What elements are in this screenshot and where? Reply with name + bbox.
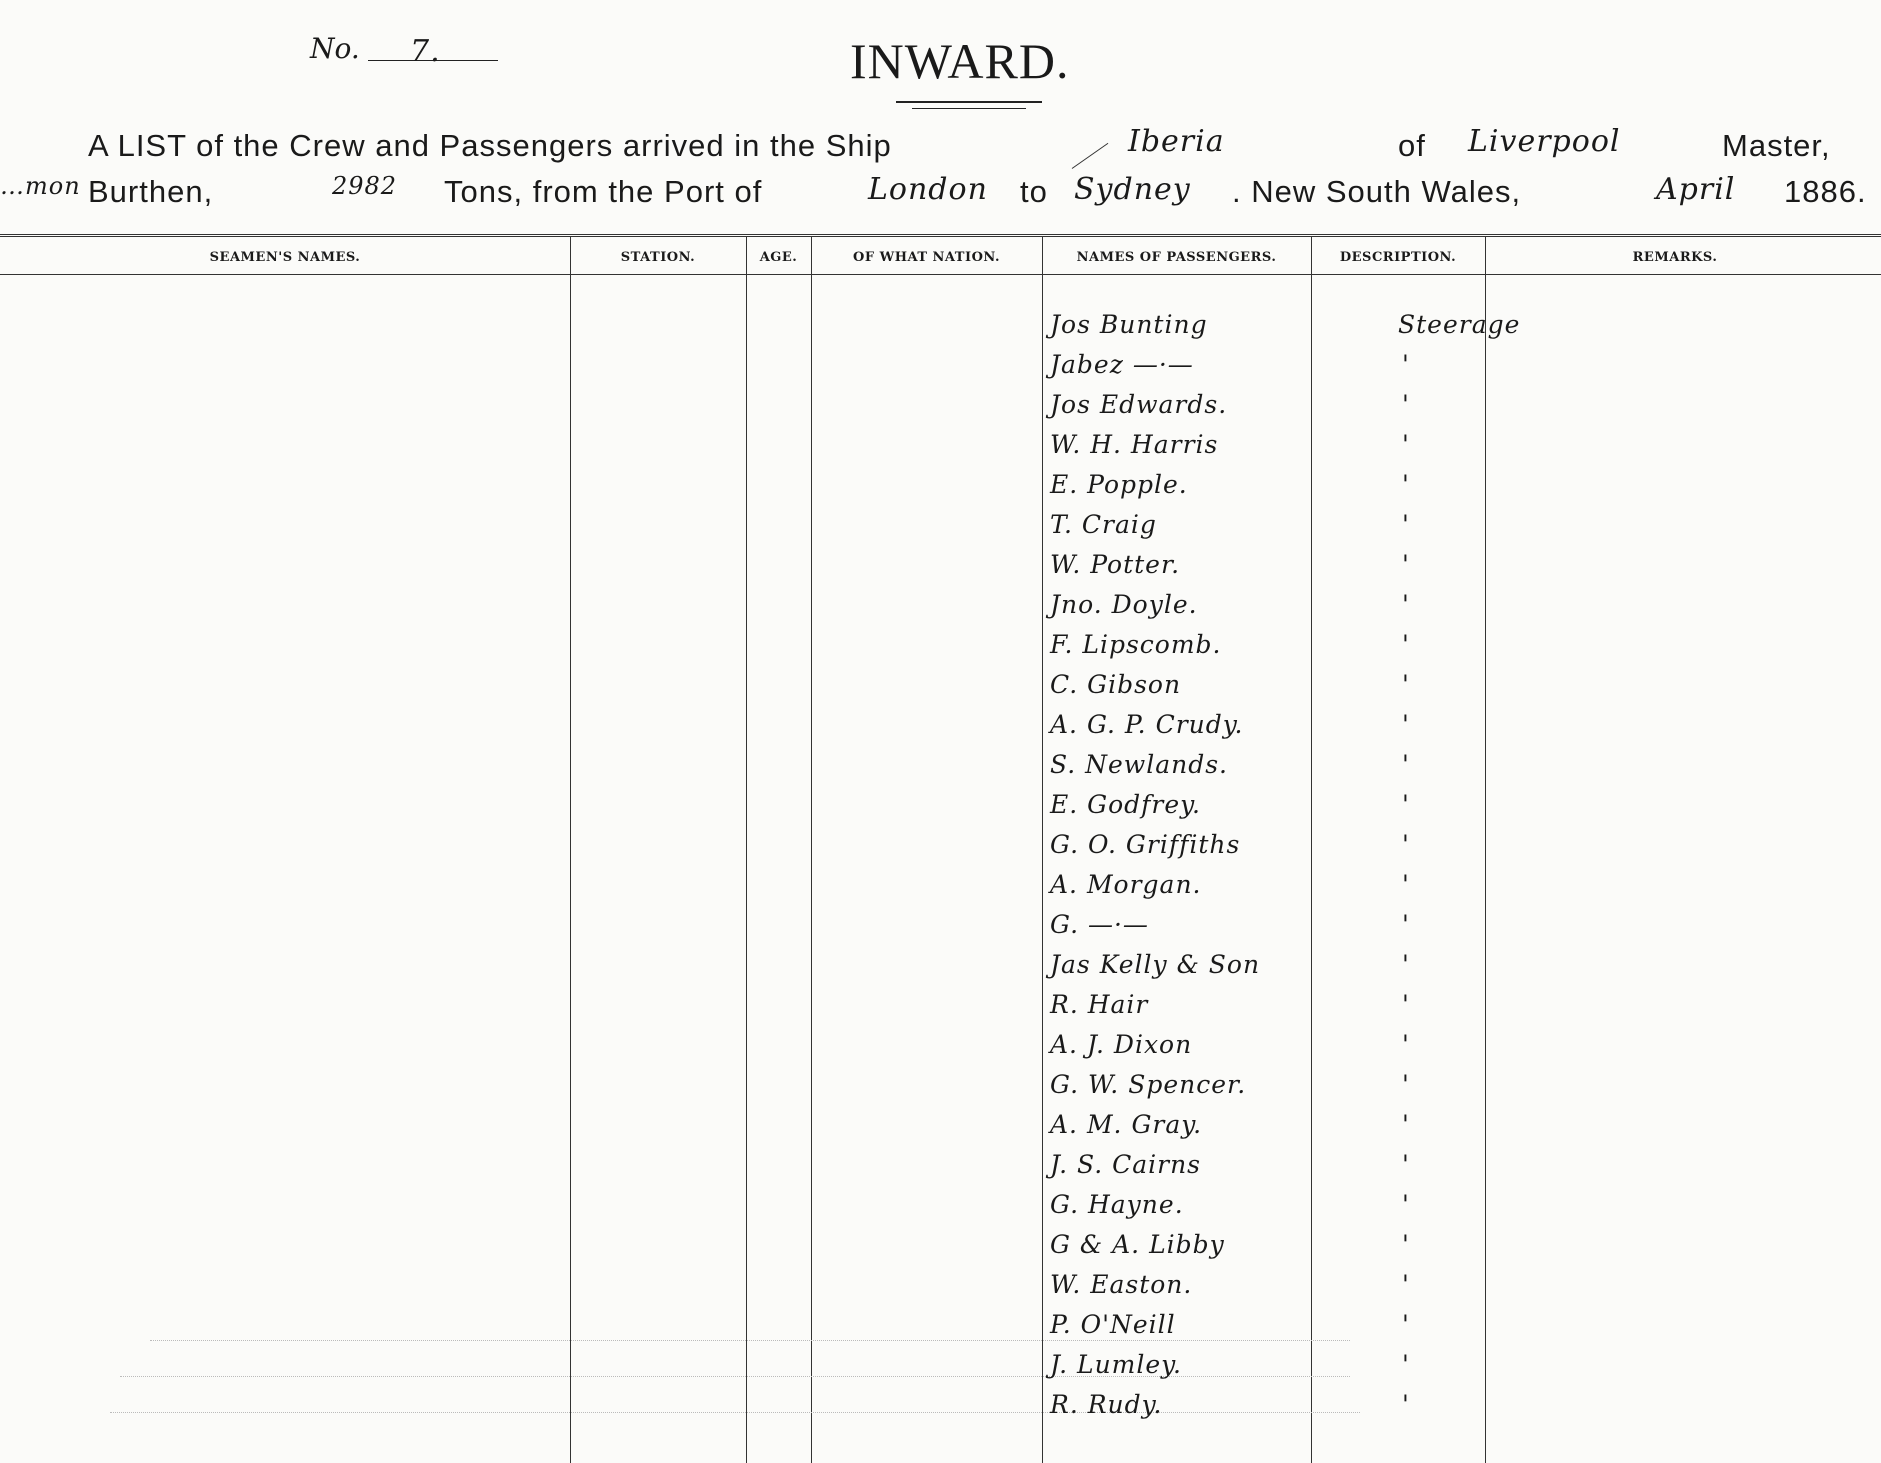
faint-rule bbox=[110, 1412, 1360, 1413]
passenger-name: T. Craig bbox=[1050, 510, 1157, 539]
passenger-name: R. Hair bbox=[1050, 990, 1149, 1019]
passenger-name: Jos Bunting bbox=[1050, 310, 1208, 339]
column-header-station: STATION. bbox=[620, 250, 696, 265]
intro-line1-prefix: A LIST of the Crew and Passengers arrived in the Ship bbox=[88, 128, 892, 163]
of-label: of bbox=[1398, 128, 1426, 163]
faint-rule bbox=[150, 1340, 1350, 1341]
passenger-name: S. Newlands. bbox=[1050, 750, 1228, 779]
column-divider-station bbox=[570, 236, 571, 1463]
ship-name: Iberia bbox=[1128, 124, 1225, 159]
passenger-name: E. Godfrey. bbox=[1050, 790, 1201, 819]
passenger-name: Jno. Doyle. bbox=[1050, 590, 1198, 619]
passenger-name: A. Morgan. bbox=[1050, 870, 1202, 899]
document-number-value: 7. bbox=[410, 34, 441, 69]
title-underline-short bbox=[912, 108, 1026, 109]
table-header-rule bbox=[0, 274, 1881, 275]
column-header-description: DESCRIPTION. bbox=[1339, 250, 1457, 265]
passenger-name: A. M. Gray. bbox=[1050, 1110, 1203, 1139]
passenger-name: Jas Kelly & Son bbox=[1050, 950, 1261, 979]
column-divider-age bbox=[746, 236, 747, 1463]
column-header-nation: OF WHAT NATION. bbox=[853, 250, 1000, 265]
passenger-name: G. —·— bbox=[1050, 910, 1149, 939]
passenger-name: G. O. Griffiths bbox=[1050, 830, 1241, 859]
table-top-rule bbox=[0, 234, 1881, 237]
column-divider-passengers bbox=[1042, 236, 1043, 1463]
destination-suffix: . New South Wales, bbox=[1232, 174, 1522, 209]
ship-name-slash bbox=[1072, 143, 1109, 169]
passenger-name: C. Gibson bbox=[1050, 670, 1182, 699]
passenger-name: W. Potter. bbox=[1050, 550, 1181, 579]
to-port: Sydney bbox=[1074, 172, 1191, 207]
burthen-label: Burthen, bbox=[88, 174, 214, 209]
title-underline bbox=[896, 101, 1042, 103]
date-month: April bbox=[1656, 172, 1736, 207]
date-year: 1886. bbox=[1784, 174, 1867, 209]
master-name-fragment: …mon bbox=[0, 172, 81, 200]
passenger-name: A. G. P. Crudy. bbox=[1050, 710, 1244, 739]
passenger-name: A. J. Dixon bbox=[1050, 1030, 1193, 1059]
master-label: Master, bbox=[1722, 128, 1831, 163]
column-divider-remarks bbox=[1485, 236, 1486, 1463]
passenger-description: Steerage bbox=[1398, 310, 1521, 339]
passenger-name: G. Hayne. bbox=[1050, 1190, 1184, 1219]
tons-label: Tons, from the Port of bbox=[444, 174, 763, 209]
passenger-name: J. S. Cairns bbox=[1050, 1150, 1202, 1179]
port-of-registry: Liverpool bbox=[1468, 124, 1621, 159]
from-port: London bbox=[868, 172, 988, 207]
passenger-name: Jos Edwards. bbox=[1050, 390, 1228, 419]
column-divider-description bbox=[1311, 236, 1312, 1463]
document-number-label: No. bbox=[310, 32, 360, 65]
column-header-passengers: NAMES OF PASSENGERS. bbox=[1076, 250, 1277, 265]
to-label: to bbox=[1020, 174, 1048, 209]
passenger-name: W. Easton. bbox=[1050, 1270, 1193, 1299]
column-divider-nation bbox=[811, 236, 812, 1463]
page-title: INWARD. bbox=[850, 33, 1070, 89]
passenger-name: F. Lipscomb. bbox=[1050, 630, 1222, 659]
passenger-name: R. Rudy. bbox=[1050, 1390, 1163, 1419]
passenger-name: Jabez —·— bbox=[1050, 350, 1194, 379]
passenger-name: J. Lumley. bbox=[1050, 1350, 1182, 1379]
column-header-remarks: REMARKS. bbox=[1632, 250, 1718, 265]
passenger-name: P. O'Neill bbox=[1050, 1310, 1176, 1339]
passenger-name: G. W. Spencer. bbox=[1050, 1070, 1247, 1099]
passenger-name: W. H. Harris bbox=[1050, 430, 1219, 459]
tons-value: 2982 bbox=[332, 172, 398, 200]
column-header-age: AGE. bbox=[759, 250, 798, 265]
passenger-name: E. Popple. bbox=[1050, 470, 1188, 499]
column-header-seamen: SEAMEN'S NAMES. bbox=[209, 250, 361, 265]
passenger-name: G & A. Libby bbox=[1050, 1230, 1225, 1259]
